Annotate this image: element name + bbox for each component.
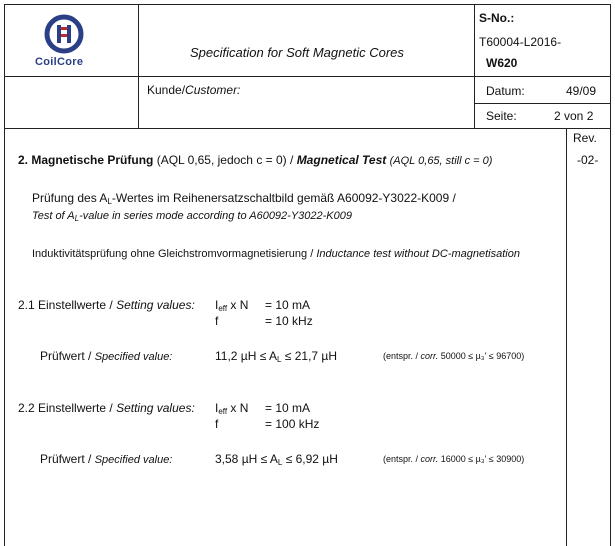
rev-label: Rev. bbox=[573, 131, 597, 145]
al-min: 3,58 µH ≤ bbox=[215, 452, 268, 466]
test-de-sub: L bbox=[107, 197, 112, 206]
test-de-post: -Wertes im Reihenersatzschaltbild gemäß A60092-Y3022-K009 / bbox=[111, 191, 456, 205]
al-sym: A bbox=[268, 349, 277, 363]
sno-value-part1: T60004-L2016- bbox=[479, 35, 562, 49]
sno-label: S-No.: bbox=[479, 11, 515, 25]
document-title: Specification for Soft Magnetic Cores bbox=[190, 45, 404, 60]
rev-value: -02- bbox=[577, 153, 599, 167]
customer-label: Kunde/ bbox=[147, 83, 186, 97]
heading-de-params: (AQL 0,65, jedoch c = 0) / bbox=[156, 153, 294, 167]
logo-col-divider bbox=[138, 4, 139, 128]
seite-label: Seite: bbox=[486, 109, 517, 123]
setting-2-1-label-en: Setting values: bbox=[116, 298, 195, 312]
customer-field bbox=[147, 83, 240, 97]
border-left bbox=[4, 4, 5, 546]
heading-en-params: (AQL 0,65, still c = 0) bbox=[389, 155, 493, 167]
pruef-de: Prüfwert / bbox=[40, 349, 92, 363]
border-top bbox=[4, 4, 611, 5]
setting-2-2-param1 bbox=[215, 401, 248, 416]
inductance-en: Inductance test without DC-magnetisation bbox=[316, 248, 520, 260]
pruef-en: Specified value: bbox=[94, 351, 173, 363]
corr-pre: (entspr. / bbox=[383, 351, 419, 361]
right-col-divider bbox=[474, 4, 475, 128]
company-name: CoilCore bbox=[35, 56, 84, 68]
spec-value-2-2-label bbox=[40, 452, 172, 466]
setting-2-2-param2: f bbox=[215, 417, 219, 431]
setting-2-2-param2-value: = 100 kHz bbox=[265, 417, 320, 431]
al-sub: L bbox=[277, 355, 282, 364]
param1-rest: x N bbox=[227, 298, 249, 312]
sno-value-line2: W620 bbox=[486, 56, 518, 70]
param1-sym: I bbox=[215, 401, 219, 415]
corr-post: 50000 ≤ µ₃' ≤ 96700) bbox=[440, 351, 525, 361]
seite-value: 2 von 2 bbox=[554, 109, 594, 123]
corr-en: corr. bbox=[420, 454, 439, 464]
section-heading bbox=[18, 153, 492, 167]
sno-value-line1 bbox=[479, 35, 561, 49]
test-en-post: -value in series mode according to A60092-Y3022-K009 bbox=[79, 210, 352, 222]
datum-label: Datum: bbox=[486, 84, 525, 98]
setting-2-2-label bbox=[18, 401, 195, 415]
heading-en: Magnetical Test bbox=[296, 153, 387, 167]
test-de-pre: Prüfung des A bbox=[32, 191, 108, 205]
param1-rest: x N bbox=[227, 401, 249, 415]
al-min: 11,2 µH ≤ bbox=[215, 349, 267, 363]
param1-sub: eff bbox=[218, 304, 228, 313]
setting-2-1-label-de: 2.1 Einstellwerte / bbox=[18, 298, 113, 312]
inductance-de: Induktivitätsprüfung ohne Gleichstromvormagnetisierung / bbox=[32, 248, 314, 260]
corr-pre: (entspr. / bbox=[383, 454, 419, 464]
param1-sym: I bbox=[215, 298, 219, 312]
setting-2-1-param2-value: = 10 kHz bbox=[265, 314, 313, 328]
setting-2-2-label-de: 2.2 Einstellwerte / bbox=[18, 401, 113, 415]
test-method-de bbox=[32, 191, 456, 206]
setting-2-1-label bbox=[18, 298, 195, 312]
corr-post: 16000 ≤ µ₃' ≤ 30900) bbox=[440, 454, 525, 464]
corr-en: corr. bbox=[420, 351, 439, 361]
al-max: ≤ 6,92 µH bbox=[285, 452, 338, 466]
param1-sub: eff bbox=[218, 407, 228, 416]
pruef-de: Prüfwert / bbox=[40, 452, 92, 466]
spec-value-2-2 bbox=[215, 452, 338, 467]
test-en-sub: L bbox=[74, 214, 80, 223]
al-sub: L bbox=[277, 458, 283, 467]
header-divider-2 bbox=[474, 103, 611, 104]
correspondence-2-1 bbox=[383, 351, 524, 361]
setting-2-1-param2: f bbox=[215, 314, 219, 328]
coilcore-logo-icon bbox=[42, 14, 86, 54]
setting-2-1-param1 bbox=[215, 298, 248, 313]
al-max: ≤ 21,7 µH bbox=[284, 349, 337, 363]
setting-2-1-param1-value: = 10 mA bbox=[265, 298, 311, 312]
al-sym: A bbox=[269, 452, 278, 466]
test-en-pre: Test of A bbox=[32, 210, 75, 222]
rev-col-divider bbox=[566, 128, 567, 546]
test-method-en bbox=[32, 210, 352, 223]
spec-value-2-1-label bbox=[40, 349, 172, 363]
inductance-test-line bbox=[32, 248, 520, 260]
customer-label-en: Customer: bbox=[185, 83, 241, 97]
pruef-en: Specified value: bbox=[94, 454, 173, 466]
header-divider-1 bbox=[4, 76, 611, 77]
coilcore-logo bbox=[42, 14, 86, 54]
border-right bbox=[610, 4, 611, 546]
header-divider-3 bbox=[4, 128, 611, 129]
correspondence-2-2 bbox=[383, 454, 524, 464]
setting-2-2-label-en: Setting values: bbox=[116, 401, 195, 415]
heading-de: 2. Magnetische Prüfung bbox=[18, 153, 154, 167]
datum-value: 49/09 bbox=[566, 84, 597, 98]
setting-2-2-param1-value: = 10 mA bbox=[265, 401, 311, 415]
spec-value-2-1 bbox=[215, 349, 337, 364]
